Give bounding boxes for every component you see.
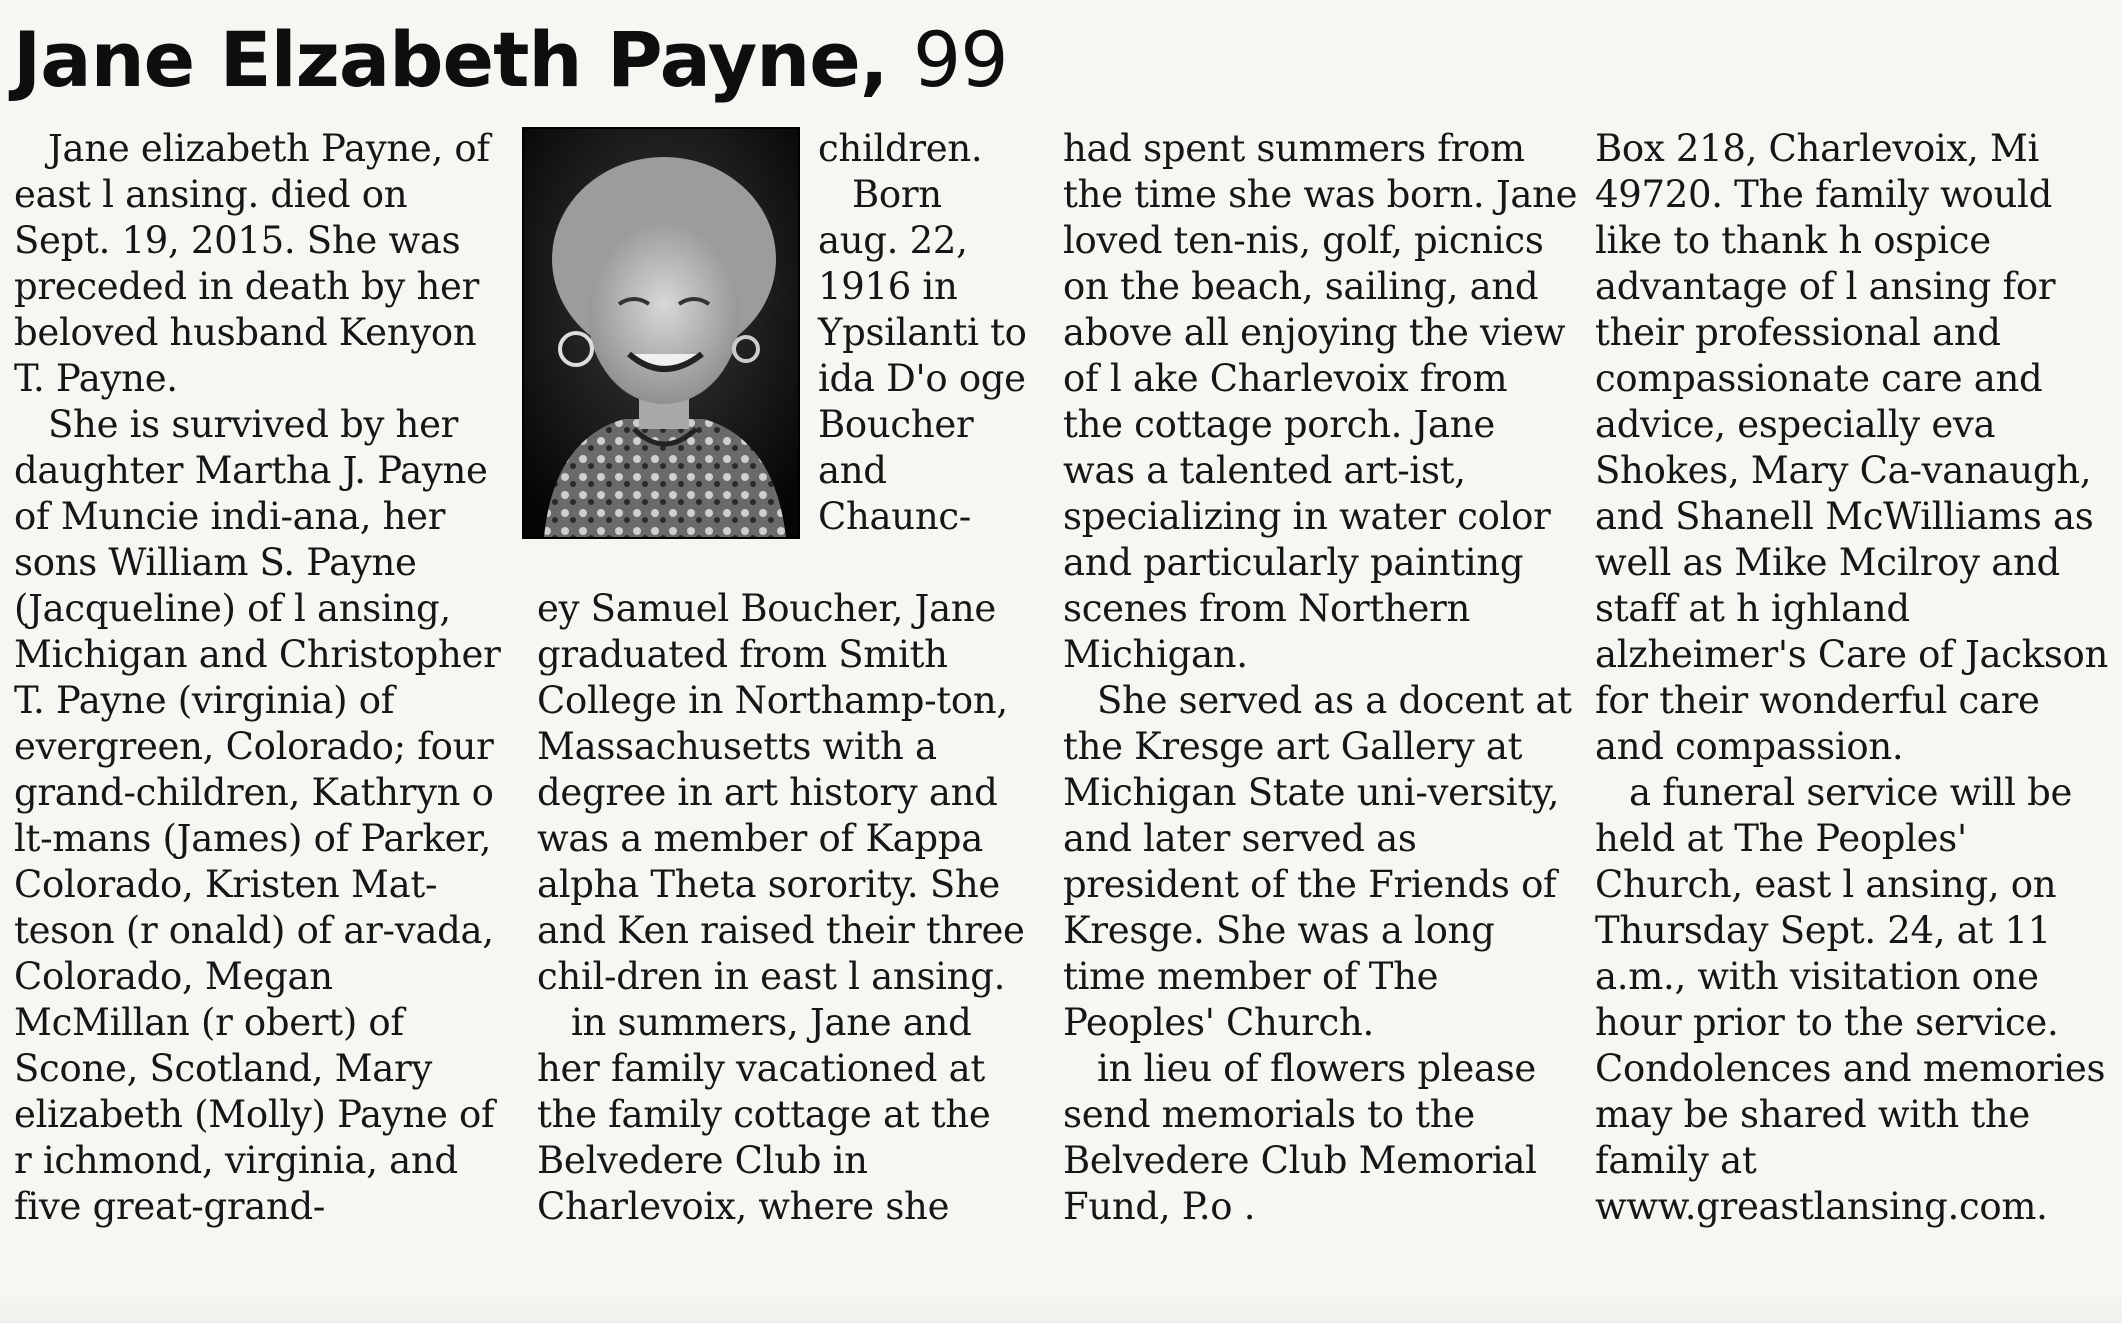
paragraph-death-notice: Jane elizabeth Payne, of east l ansing. died on Sept. 19, 2015. She was preceded in death by her beloved husband Kenyon T. Payne. [14, 127, 490, 400]
paper-edge [0, 1293, 2122, 1323]
paragraph-thanks: Box 218, Charlevoix, Mi 49720. The family would like to thank h ospice advantage of l ansing for their professional and compassionate care and advice, especially eva Shokes, Mary Ca-vanaugh, and Shanell McWilliams as well as Mike Mcilroy and staff at h ighland alzheimer's Care of Jackson for their wonderful care and compassion. [1595, 127, 2109, 768]
portrait-image [524, 129, 798, 537]
paragraph-education: ey Samuel Boucher, Jane graduated from Smith College in Northamp-ton, Massachusetts with a degree in art history and was a member of Kappa alpha Theta sorority. She and Ken raised their three chil-dren in east l ansing. [537, 587, 1025, 998]
paragraph-docent: She served as a docent at the Kresge art Gallery at Michigan State uni-versity, and later served as president of the Friends of Kresge. She was a long time member of The Peoples' Church. [1063, 679, 1572, 1044]
text-column-4 [1595, 126, 2115, 1230]
paragraph-birth: Born aug. 22, 1916 in Ypsilanti to ida D'o oge Boucher and Chaunc- [818, 173, 1027, 538]
paragraph-survivors: She is survived by her daughter Martha J. Payne of Muncie indi-ana, her sons William S. Payne (Jacqueline) of l ansing, Michigan and Christopher T. Payne (virginia) of evergreen, Colorado; four grand-children, Kathryn o lt-mans (James) of Parker, Colorado, Kristen Mat-teson (r onald) of ar-vada, Colorado, Megan McMillan (r obert) of Scone, Scotland, Mary elizabeth (Molly) Payne of r ichmond, virginia, and five great-grand- [14, 403, 501, 1228]
paragraph-service: a funeral service will be held at The Peoples' Church, east l ansing, on Thursday Sept. 24, at 11 a.m., with visitation one hour prior to the service. Condolences and memories may be shared with the family at www.greastlansing.com. [1595, 771, 2106, 1228]
deceased-age: 99 [912, 15, 1008, 104]
portrait-photo [522, 127, 800, 539]
paragraph-children-end: children. [818, 127, 983, 170]
obituary-headline [13, 4, 1008, 116]
text-column-2-beside-photo [818, 126, 1028, 540]
text-column-2 [537, 586, 1037, 1230]
paragraph-charlevoix: had spent summers from the time she was born. Jane loved ten-nis, golf, picnics on the beach, sailing, and above all enjoying the view of l ake Charlevoix from the cottage porch. Jane was a talented art-ist, specializing in water color and particularly painting scenes from Northern Michigan. [1063, 127, 1578, 676]
paragraph-summers: in summers, Jane and her family vacationed at the family cottage at the Belvedere Club in Charlevoix, where she [537, 1001, 991, 1228]
paragraph-memorials: in lieu of flowers please send memorials to the Belvedere Club Memorial Fund, P.o . [1063, 1047, 1537, 1228]
text-column-3 [1063, 126, 1578, 1230]
text-column-1 [14, 126, 504, 1230]
deceased-name: Jane Elzabeth Payne, [13, 15, 888, 104]
